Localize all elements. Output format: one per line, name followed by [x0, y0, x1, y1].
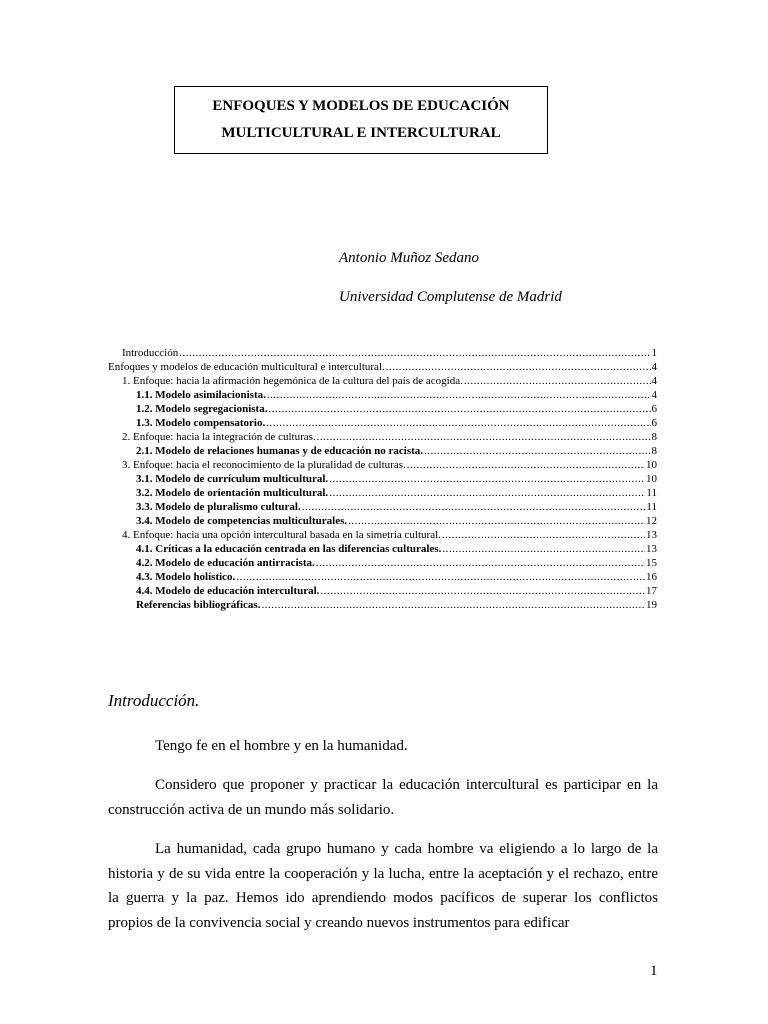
title-line-2: MULTICULTURAL E INTERCULTURAL	[221, 125, 501, 141]
toc-entry-3-1[interactable]	[136, 472, 657, 486]
toc-entry-page: 19	[646, 599, 657, 611]
toc-leader	[348, 514, 645, 528]
toc-entry-page: 10	[646, 473, 657, 485]
toc-entry-enfoque-2[interactable]	[122, 430, 657, 444]
toc-entry-title: 3.2. Modelo de orientación multicultural.	[136, 487, 329, 499]
toc-leader	[442, 528, 645, 542]
paragraph-text: Tengo fe en el hombre y en la humanidad.	[155, 738, 408, 754]
toc-entry-page: 15	[646, 557, 657, 569]
section-heading-introduccion: Introducción.	[108, 691, 200, 710]
toc-leader	[407, 458, 645, 472]
page-number: 1	[650, 963, 658, 979]
toc-entry-page: 16	[646, 571, 657, 583]
toc-entry-title: Referencias bibliográficas.	[136, 599, 261, 611]
toc-entry-enfoque-4[interactable]	[122, 528, 657, 542]
toc-entry-page: 6	[651, 417, 657, 429]
toc-entry-4-3[interactable]	[136, 570, 657, 584]
toc-leader	[464, 374, 651, 388]
toc-entry-title: 1.1. Modelo asimilacionista.	[136, 389, 266, 401]
title-box	[174, 86, 548, 154]
toc-entry-referencias[interactable]	[136, 598, 657, 612]
toc-entry-title: 3.4. Modelo de competencias multiculturales.	[136, 515, 348, 527]
toc-entry-title: Introducción	[122, 347, 179, 359]
toc-leader	[317, 430, 651, 444]
toc-entry-page: 8	[651, 431, 657, 443]
toc-entry-title: 4.1. Críticas a la educación centrada en las diferencias culturales.	[136, 543, 442, 555]
toc-entry-enfoques-y-modelos[interactable]	[108, 360, 657, 374]
toc-entry-4-2[interactable]	[136, 556, 657, 570]
toc-entry-enfoque-1[interactable]	[122, 374, 657, 388]
toc-entry-page: 8	[651, 445, 657, 457]
toc-entry-page: 1	[651, 347, 657, 359]
toc-entry-4-1[interactable]	[136, 542, 657, 556]
toc-entry-title: 4. Enfoque: hacia una opción intercultural basada en la simetría cultural.	[122, 529, 441, 541]
toc-entry-title: 3.3. Modelo de pluralismo cultural.	[136, 501, 301, 513]
toc-leader	[179, 346, 650, 360]
toc-entry-page: 13	[646, 543, 657, 555]
toc-leader	[329, 486, 645, 500]
paragraph-text: Considero que proponer y practicar la educación intercultural es participar en la construcción activa de un mundo más solidario.	[108, 777, 658, 818]
toc-entry-page: 4	[651, 389, 657, 401]
toc-entry-page: 13	[646, 529, 657, 541]
toc-entry-3-4[interactable]	[136, 514, 657, 528]
toc-entry-title: 1. Enfoque: hacia la afirmación hegemónica de la cultura del país de acogida.	[122, 375, 463, 387]
toc-entry-title: 2.1. Modelo de relaciones humanas y de educación no racista.	[136, 445, 424, 457]
toc-entry-page: 4	[651, 375, 657, 387]
toc-entry-title: 3. Enfoque: hacia el reconocimiento de la pluralidad de culturas.	[122, 459, 406, 471]
toc-entry-title: 4.2. Modelo de educación antirracista.	[136, 557, 315, 569]
toc-entry-page: 6	[651, 403, 657, 415]
toc-entry-1-3[interactable]	[136, 416, 657, 430]
author-name: Antonio Muñoz Sedano	[339, 250, 479, 266]
toc-leader	[236, 570, 645, 584]
toc-entry-1-1[interactable]	[136, 388, 657, 402]
toc-entry-enfoque-3[interactable]	[122, 458, 657, 472]
toc-entry-page: 17	[646, 585, 657, 597]
toc-entry-title: 3.1. Modelo de currículum multicultural.	[136, 473, 329, 485]
toc-leader	[266, 416, 650, 430]
toc-leader	[268, 402, 650, 416]
toc-leader	[267, 388, 651, 402]
toc-leader	[442, 542, 645, 556]
toc-entry-introduccion[interactable]	[122, 346, 657, 360]
toc-entry-2-1[interactable]	[136, 444, 657, 458]
toc-leader	[329, 472, 645, 486]
toc-leader	[261, 598, 645, 612]
body-paragraph	[108, 734, 658, 759]
toc-leader	[316, 556, 645, 570]
toc-entry-1-2[interactable]	[136, 402, 657, 416]
title-line-1: ENFOQUES Y MODELOS DE EDUCACIÓN	[212, 98, 510, 114]
toc-entry-page: 4	[651, 361, 657, 373]
toc-entry-title: 4.3. Modelo holístico.	[136, 571, 236, 583]
body-paragraph	[108, 837, 658, 935]
paragraph-text: La humanidad, cada grupo humano y cada hombre va eligiendo a lo largo de la historia y de su vida entre la cooperación y la lucha, entre la aceptación y el rechazo, entre la guerra y la paz. Hemos ido aprendiendo modos pacíficos de superar los conflictos propios de la convivencia social y creando nuevos instrumentos para edificar	[108, 841, 658, 931]
toc-leader	[302, 500, 646, 514]
toc-entry-4-4[interactable]	[136, 584, 657, 598]
body-paragraph	[108, 773, 658, 822]
toc-entry-title: Enfoques y modelos de educación multicultural e intercultural.	[108, 361, 385, 373]
author-affiliation: Universidad Complutense de Madrid	[339, 289, 562, 305]
toc-entry-title: 1.2. Modelo segregacionista.	[136, 403, 268, 415]
toc-entry-page: 11	[646, 487, 657, 499]
toc-entry-title: 1.3. Modelo compensatorio.	[136, 417, 266, 429]
toc-leader	[424, 444, 650, 458]
toc-entry-title: 2. Enfoque: hacia la integración de culturas.	[122, 431, 316, 443]
toc-entry-3-3[interactable]	[136, 500, 657, 514]
toc-entry-title: 4.4. Modelo de educación intercultural.	[136, 585, 320, 597]
toc-entry-page: 12	[646, 515, 657, 527]
toc-leader	[386, 360, 651, 374]
toc-entry-page: 10	[646, 459, 657, 471]
toc-entry-page: 11	[646, 501, 657, 513]
toc-entry-3-2[interactable]	[136, 486, 657, 500]
toc-leader	[320, 584, 645, 598]
